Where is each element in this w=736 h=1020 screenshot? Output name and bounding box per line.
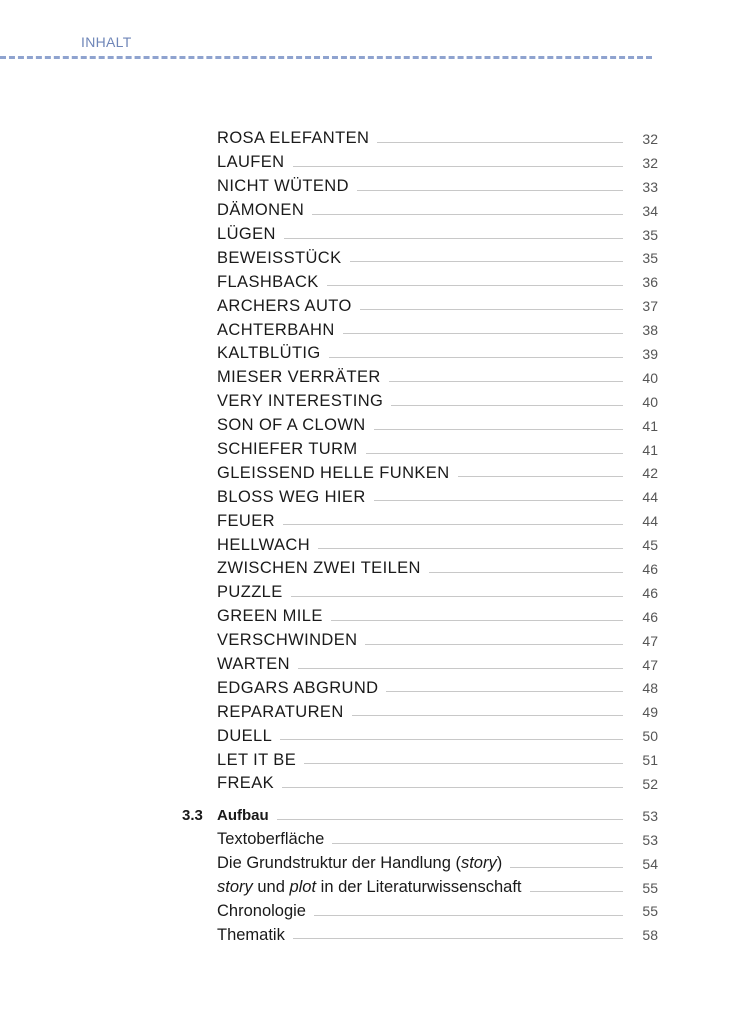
subentry-title-rest: in der Literaturwissenschaft [316, 878, 522, 897]
entry-title: BEWEISSTÜCK [217, 249, 350, 268]
subentry-title: Chronologie [217, 902, 314, 921]
subentry-title-italic: story [460, 854, 497, 873]
toc-subentry-row[interactable] [0, 876, 736, 900]
toc-entry-row[interactable] [0, 461, 736, 485]
subentry-page-number: 58 [642, 927, 658, 944]
entry-title: FEUER [217, 512, 283, 531]
entry-page-number: 44 [642, 489, 658, 506]
toc-entries [0, 127, 736, 796]
entry-title: LÜGEN [217, 225, 284, 244]
toc-entry-row[interactable] [0, 246, 736, 270]
entry-page-number: 45 [642, 537, 658, 554]
subentry-page-number: 53 [642, 831, 658, 848]
entry-page-number: 50 [642, 728, 658, 745]
toc-entry-row[interactable] [0, 605, 736, 629]
toc-entry-row[interactable] [0, 175, 736, 199]
entry-page-number: 47 [642, 656, 658, 673]
toc-entry-row[interactable] [0, 700, 736, 724]
entry-title: MIESER VERRÄTER [217, 368, 389, 387]
entry-page-number: 48 [642, 680, 658, 697]
entry-title: EDGARS ABGRUND [217, 679, 386, 698]
entry-title: ROSA ELEFANTEN [217, 129, 377, 148]
toc-entry-row[interactable] [0, 199, 736, 223]
entry-title: SON OF A CLOWN [217, 416, 374, 435]
entry-title: GREEN MILE [217, 607, 331, 626]
entry-page-number: 39 [642, 345, 658, 362]
subentry-title: Textoberfläche [217, 830, 332, 849]
toc-section-row[interactable] [0, 804, 736, 828]
toc-entry-row[interactable] [0, 629, 736, 653]
toc-subentry-row[interactable] [0, 923, 736, 947]
entry-page-number: 41 [642, 417, 658, 434]
toc-entry-row[interactable] [0, 724, 736, 748]
toc-entry-row[interactable] [0, 414, 736, 438]
toc-entry-row[interactable] [0, 653, 736, 677]
subentry-title [217, 854, 510, 873]
entry-title: HELLWACH [217, 536, 318, 555]
toc-subentry-row[interactable] [0, 900, 736, 924]
entry-title: WARTEN [217, 655, 298, 674]
entry-title: DUELL [217, 727, 280, 746]
toc-entry-row[interactable] [0, 223, 736, 247]
entry-page-number: 32 [642, 154, 658, 171]
toc-entry-row[interactable] [0, 772, 736, 796]
dotted-leader [217, 819, 623, 820]
toc-entry-row[interactable] [0, 127, 736, 151]
subentry-title [217, 878, 530, 897]
toc-subentry-row[interactable] [0, 828, 736, 852]
entry-page-number: 32 [642, 130, 658, 147]
header-label: INHALT [81, 34, 132, 50]
entry-title: FLASHBACK [217, 273, 327, 292]
entry-title: KALTBLÜTIG [217, 344, 329, 363]
subentry-title-end: ) [496, 854, 503, 873]
entry-title: FREAK [217, 774, 282, 793]
entry-page-number: 42 [642, 465, 658, 482]
toc-entry-row[interactable] [0, 151, 736, 175]
entry-page-number: 34 [642, 202, 658, 219]
entry-title: SCHIEFER TURM [217, 440, 366, 459]
entry-page-number: 46 [642, 584, 658, 601]
entry-title: ACHTERBAHN [217, 321, 343, 340]
entry-page-number: 51 [642, 752, 658, 769]
entry-page-number: 40 [642, 369, 658, 386]
entry-page-number: 52 [642, 775, 658, 792]
section-page-number: 53 [642, 807, 658, 824]
entry-title: ARCHERS AUTO [217, 297, 360, 316]
entry-page-number: 46 [642, 560, 658, 577]
entry-title: GLEISSEND HELLE FUNKEN [217, 464, 458, 483]
entry-page-number: 35 [642, 250, 658, 267]
toc-entry-row[interactable] [0, 390, 736, 414]
toc-entry-row[interactable] [0, 270, 736, 294]
entry-page-number: 33 [642, 178, 658, 195]
entry-title: ZWISCHEN ZWEI TEILEN [217, 559, 429, 578]
toc-entry-row[interactable] [0, 342, 736, 366]
toc-entry-row[interactable] [0, 581, 736, 605]
entry-page-number: 38 [642, 322, 658, 339]
toc-entry-row[interactable] [0, 438, 736, 462]
entry-title: NICHT WÜTEND [217, 177, 357, 196]
toc-entry-row[interactable] [0, 676, 736, 700]
subentry-page-number: 55 [642, 879, 658, 896]
entry-page-number: 44 [642, 513, 658, 530]
header-dashed-rule [0, 56, 652, 59]
entry-title: BLOSS WEG HIER [217, 488, 374, 507]
entry-title: LAUFEN [217, 153, 293, 172]
toc-entry-row[interactable] [0, 366, 736, 390]
toc-entry-row[interactable] [0, 485, 736, 509]
entry-page-number: 40 [642, 393, 658, 410]
entry-title: DÄMONEN [217, 201, 312, 220]
entry-page-number: 47 [642, 632, 658, 649]
toc-entry-row[interactable] [0, 533, 736, 557]
entry-title: PUZZLE [217, 583, 291, 602]
toc-entry-row[interactable] [0, 294, 736, 318]
section-number: 3.3 [182, 807, 203, 825]
subentry-title-middle: und [252, 878, 290, 897]
entry-page-number: 49 [642, 704, 658, 721]
subentry-page-number: 54 [642, 855, 658, 872]
entry-page-number: 37 [642, 298, 658, 315]
toc-entry-row[interactable] [0, 509, 736, 533]
subentry-title-italic: plot [289, 878, 317, 897]
entry-title: VERSCHWINDEN [217, 631, 365, 650]
entry-page-number: 35 [642, 226, 658, 243]
entry-title: VERY INTERESTING [217, 392, 391, 411]
toc-entry-row[interactable] [0, 748, 736, 772]
entry-page-number: 41 [642, 441, 658, 458]
subentry-page-number: 55 [642, 903, 658, 920]
entry-page-number: 46 [642, 608, 658, 625]
entry-title: REPARATUREN [217, 703, 352, 722]
toc-entry-row[interactable] [0, 318, 736, 342]
toc-subentry-row[interactable] [0, 852, 736, 876]
subentry-title-main: Die Grundstruktur der Handlung ( [217, 854, 461, 873]
table-of-contents [0, 127, 736, 947]
entry-page-number: 36 [642, 274, 658, 291]
section-title: Aufbau [217, 807, 277, 824]
toc-entry-row[interactable] [0, 557, 736, 581]
subentry-title: Thematik [217, 926, 293, 945]
entry-title: LET IT BE [217, 751, 304, 770]
subentry-title-italic: story [217, 878, 253, 897]
